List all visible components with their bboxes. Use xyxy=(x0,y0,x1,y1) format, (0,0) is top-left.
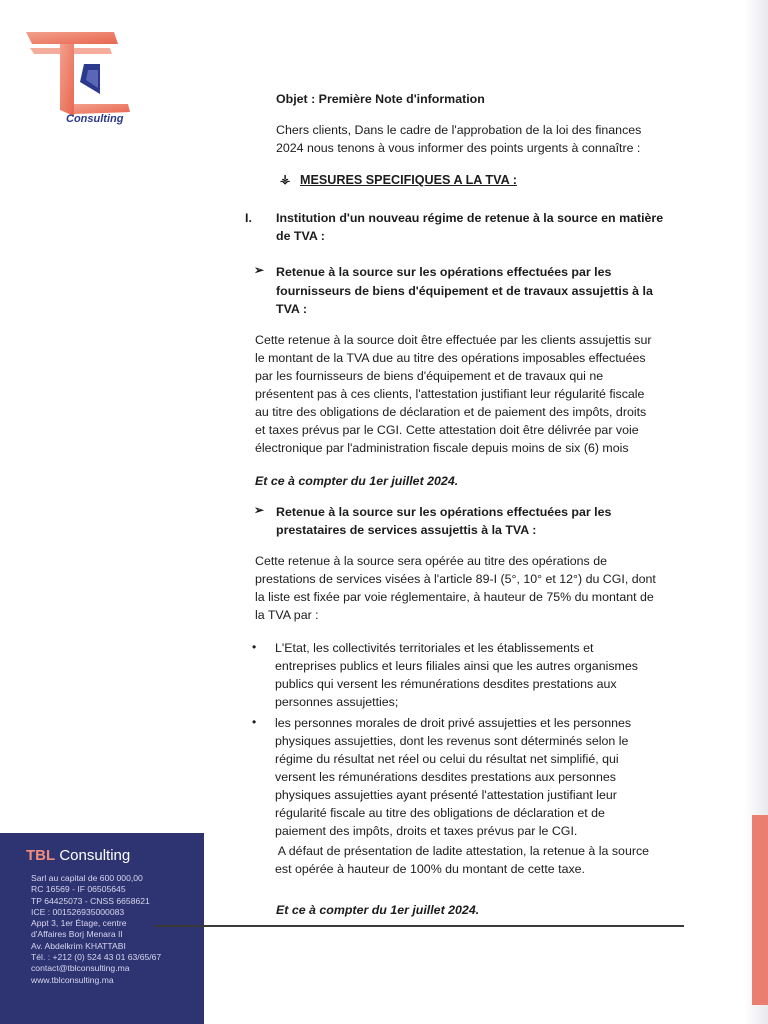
section-title-line-2: de TVA : xyxy=(276,229,325,243)
company-brand: TBL xyxy=(26,847,56,864)
bullet2-line-4: versent les rémunérations desdites prestations aux personnes xyxy=(275,770,616,784)
company-detail-line: Sarl au capital de 600 000,00 xyxy=(31,873,143,883)
heading-symbol-icon: ⚶ xyxy=(280,172,291,186)
sub1-title-line-3: TVA : xyxy=(276,302,307,316)
bullet-dot-icon: • xyxy=(252,715,257,729)
sub2-date: Et ce à compter du 1er juillet 2024. xyxy=(276,903,480,917)
page-edge-tab xyxy=(752,815,768,1005)
sub1-body-line-6: et taxes prévus par le CGI. Cette attestation doit être délivrée par voie xyxy=(255,423,639,437)
sub2-title-line-2: prestataires de services assujettis à la TVA : xyxy=(276,523,537,537)
bullet2-line-8: A défaut de présentation de ladite attestation, la retenue à la source xyxy=(275,844,650,858)
sub1-date: Et ce à compter du 1er juillet 2024. xyxy=(255,474,459,488)
intro-line-1: Chers clients, Dans le cadre de l'approbation de la loi des finances xyxy=(276,123,642,137)
sub2-body-line-3: la liste est fixée par voie réglementaire, à hauteur de 75% du montant de xyxy=(255,590,654,604)
bullet-dot-icon: • xyxy=(252,640,257,654)
sub1-body-line-3: par les fournisseurs de biens d'équipement et de travaux qui ne xyxy=(255,369,604,383)
footer-divider xyxy=(154,925,684,927)
company-detail-line: Tél. : +212 (0) 524 43 01 63/65/67 xyxy=(31,952,162,963)
sub1-body-line-5: au titre des obligations de déclaration et de paiement des impôts, droits xyxy=(255,405,647,419)
company-title: Consulting xyxy=(59,847,131,864)
bullet1-line-1: L'Etat, les collectivités territoriales et les établissements et xyxy=(275,641,594,655)
company-detail-line: ICE : 001526935000083 xyxy=(31,906,125,917)
company-email: contact@tblconsulting.ma xyxy=(31,963,130,974)
bullet2-line-7: paiement des impôts, droits et taxes prévus par le CGI. xyxy=(275,824,578,838)
arrow-bullet-icon: ➢ xyxy=(254,503,265,517)
company-detail-line: RC 16569 - IF 06505645 xyxy=(31,884,126,895)
sub2-body-line-1: Cette retenue à la source sera opérée au titre des opérations de xyxy=(255,554,607,568)
sub2-title-line-1: Retenue à la source sur les opérations effectuées par les xyxy=(276,505,612,519)
company-detail-line: d'Affaires Borj Menara II xyxy=(31,929,123,940)
company-detail-line: Av. Abdelkrim KHATTABI xyxy=(31,940,126,951)
company-detail-line: TP 64425073 - CNSS 6658621 xyxy=(31,895,150,906)
bullet1-line-3: publics qui versent les rémunérations desdites prestations aux xyxy=(275,677,617,691)
sub1-body-line-2: le montant de la TVA due au titre des opérations imposables effectuées xyxy=(255,351,646,365)
arrow-bullet-icon: ➢ xyxy=(254,263,265,277)
company-details xyxy=(31,873,161,986)
bullet2-line-3: régime du résultat net réel ou celui du résultat net simplifié, qui xyxy=(275,752,619,766)
sub1-body-line-4: présentent pas à ces clients, l'attestation justifiant leur régularité fiscale xyxy=(255,387,645,401)
heading-tva: MESURES SPECIFIQUES A LA TVA : xyxy=(300,173,517,187)
bullet2-line-9: est opérée à hauteur de 100% du montant de cette taxe. xyxy=(275,862,585,876)
sub1-body-line-1: Cette retenue à la source doit être effectuée par les clients assujettis sur xyxy=(255,333,652,347)
bullet2-line-6: régularité fiscale au titre des obligations de déclaration et de xyxy=(275,806,605,820)
sub1-body-line-7: électronique par l'administration fiscale depuis moins de six (6) mois xyxy=(255,441,629,455)
sub2-body-line-2: prestations de services visées à l'article 89-I (5°, 10° et 12°) du CGI, dont xyxy=(255,572,656,586)
sub1-title-line-1: Retenue à la source sur les opérations effectuées par les xyxy=(276,265,612,279)
sub2-body-line-4: la TVA par : xyxy=(255,608,319,622)
bullet2-line-5: physiques assujetties ayant présenté l'attestation justifiant leur xyxy=(275,788,617,802)
bullet2-line-2: physiques assujetties, dont les revenus sont déterminés selon le xyxy=(275,734,629,748)
company-name xyxy=(26,847,130,864)
subject-line: Objet : Première Note d'information xyxy=(276,92,485,106)
logo-text: Consulting xyxy=(66,113,124,125)
bullet1-line-4: personnes assujetties; xyxy=(275,695,399,709)
bullet2-line-1: les personnes morales de droit privé assujetties et les personnes xyxy=(275,716,632,730)
company-info-panel xyxy=(0,833,204,1024)
bullet1-line-2: entreprises publics et leurs filiales ainsi que les autres organismes xyxy=(275,659,638,673)
company-detail-line: Appt 3, 1er Étage, centre xyxy=(31,918,127,929)
intro-line-2: 2024 nous tenons à vous informer des points urgents à connaître : xyxy=(276,141,641,155)
section-number: I. xyxy=(245,211,252,225)
sub1-title-line-2: fournisseurs de biens d'équipement et de travaux assujettis à la xyxy=(276,284,653,298)
company-website: www.tblconsulting.ma xyxy=(31,974,114,985)
section-title-line-1: Institution d'un nouveau régime de retenue à la source en matière xyxy=(276,211,664,225)
